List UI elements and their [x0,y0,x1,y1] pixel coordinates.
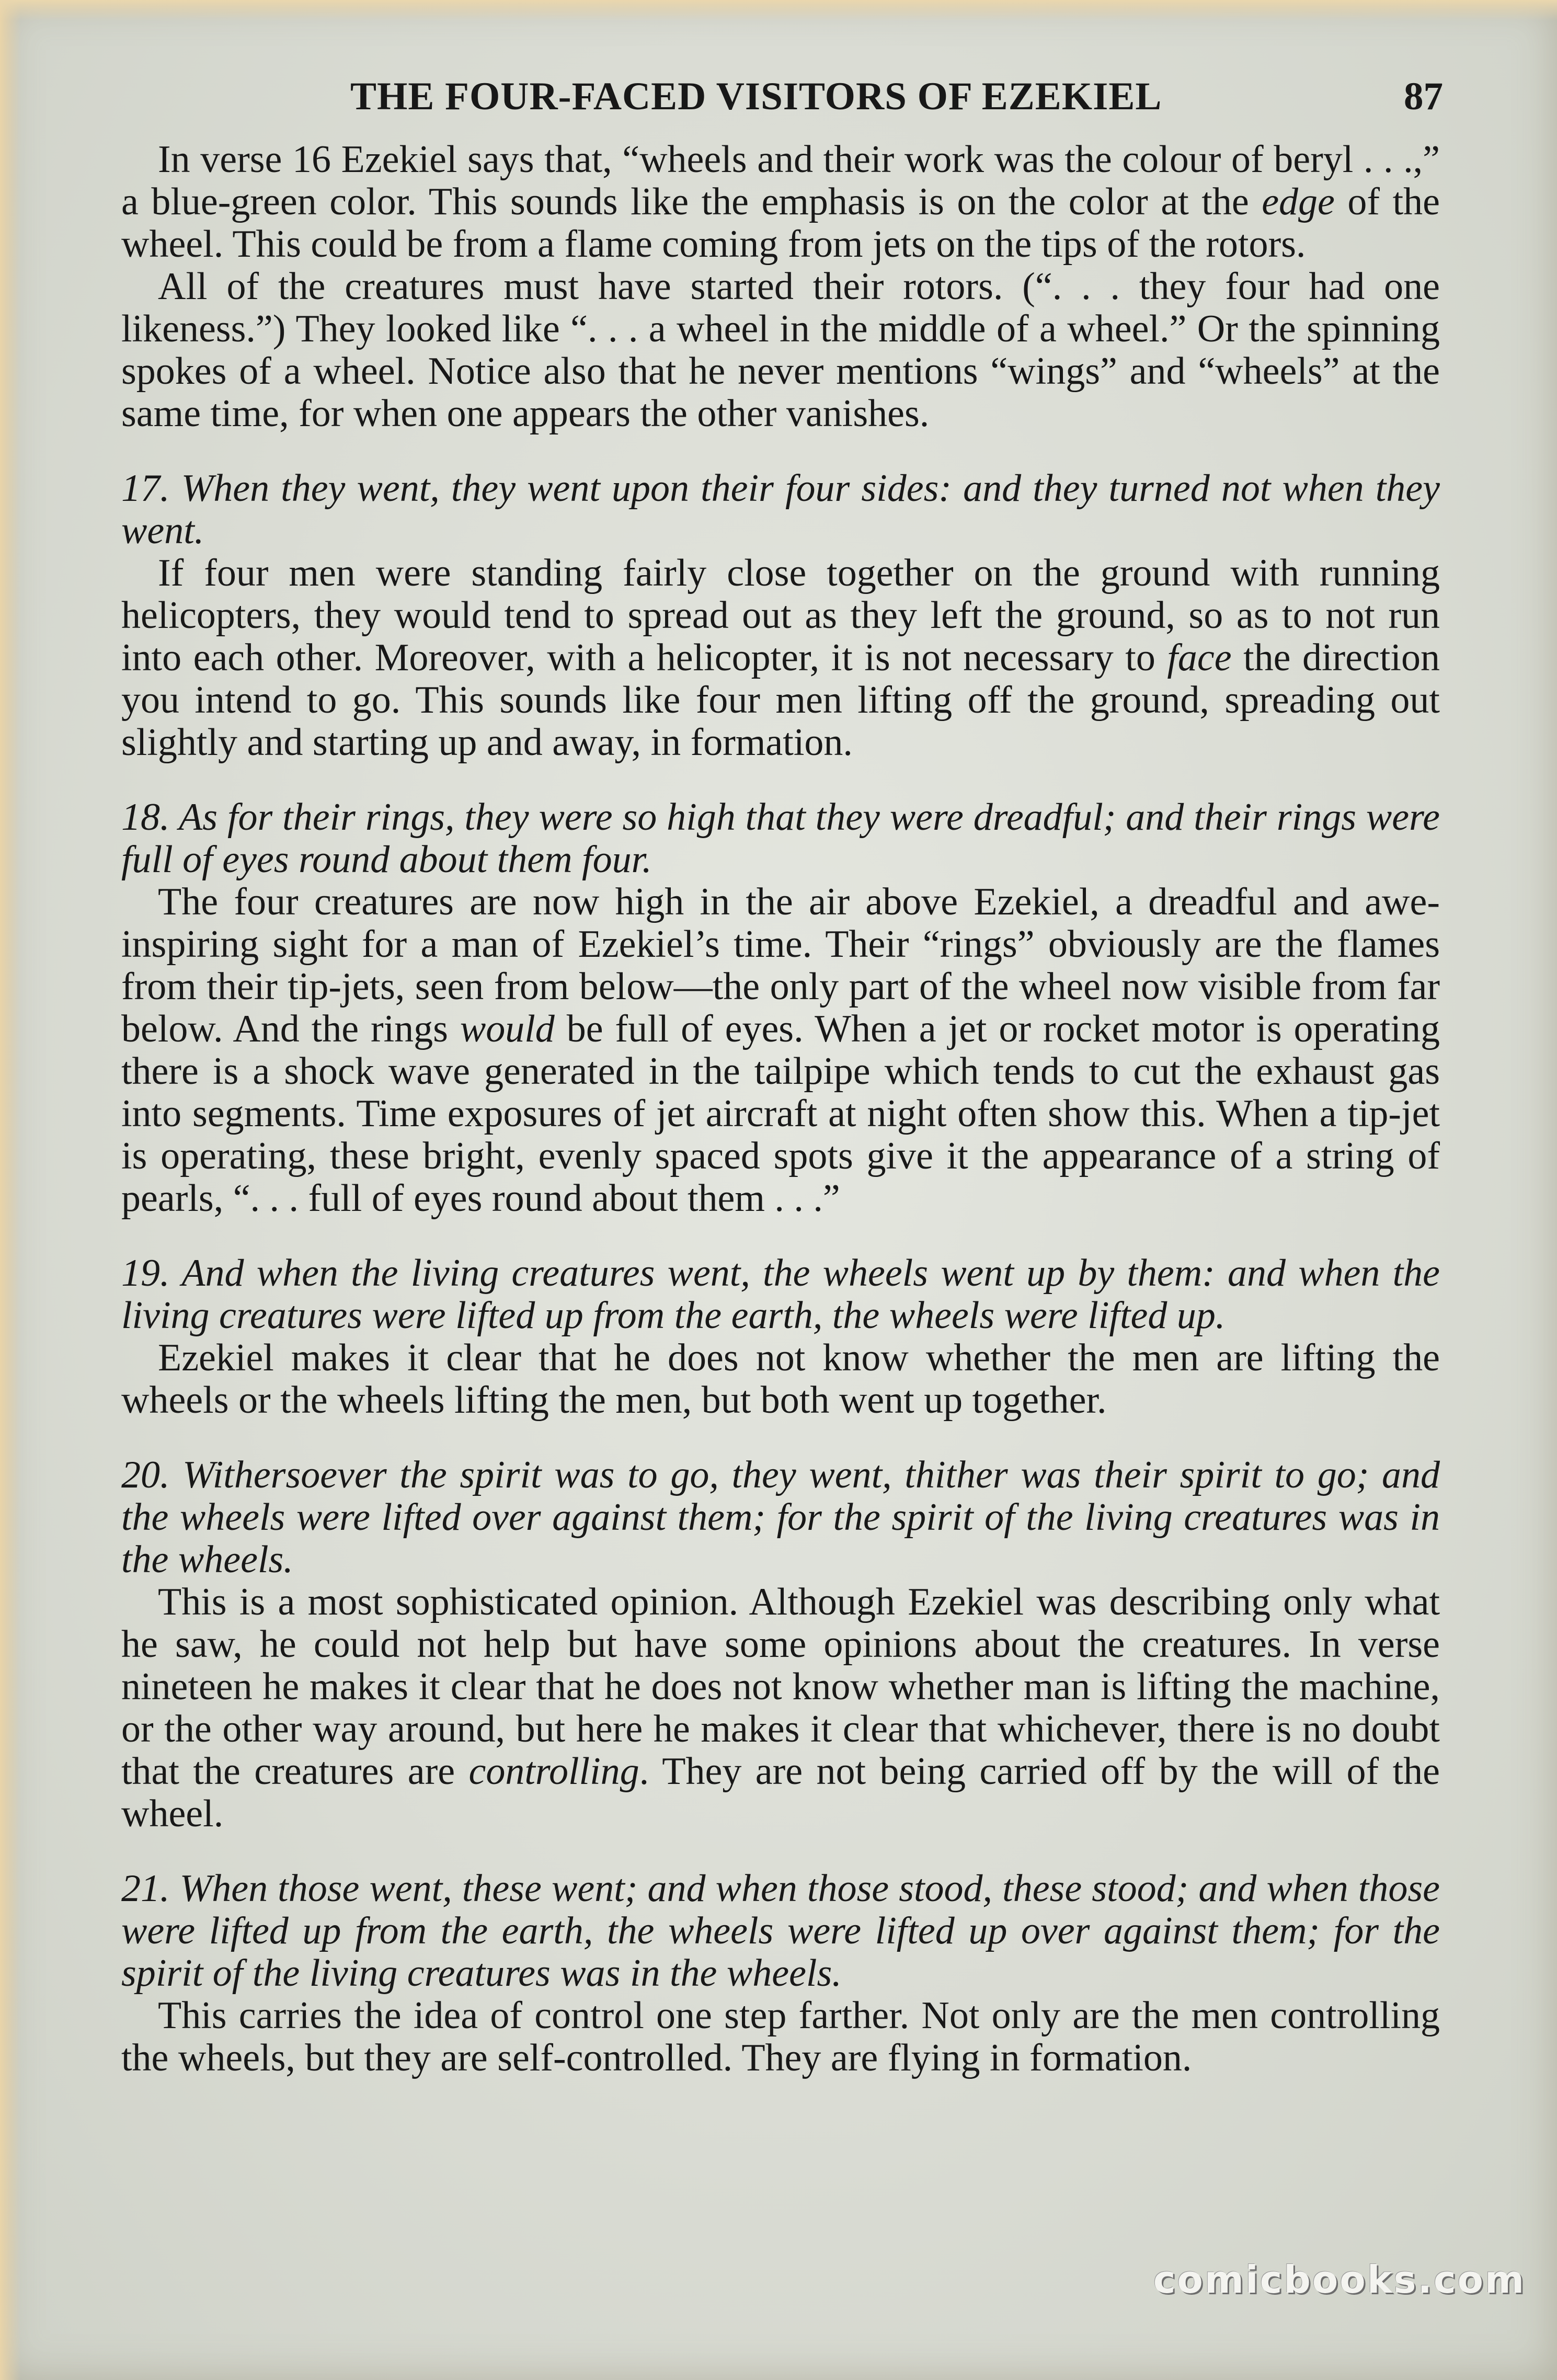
emphasized-word: controlling [468,1750,639,1793]
watermark: comicbooks.com [1153,2258,1526,2302]
paragraph-text: of the wheel. This could be from a flame coming from jets on the tips of the rotors. [121,180,1440,266]
commentary-paragraph [121,552,1440,764]
paragraph-text: This carries the idea of control one step farther. Not only are the men controlling the wheels, but they are self-controlled. They are flying in formation. [121,1994,1440,2079]
verse-quote: 19. And when the living creatures went, the wheels went up by them: and when the living creatures were lifted up from the earth, the wheels were lifted up. [121,1252,1440,1337]
commentary-paragraph [121,1581,1440,1835]
page-number: 87 [1404,75,1443,118]
verse-section [121,796,1440,1220]
commentary-paragraph [121,881,1440,1220]
commentary-paragraph [121,1337,1440,1422]
page-edge-left [0,0,21,2380]
emphasized-word: edge [1262,180,1335,223]
paragraph-text: The four creatures are now high in the air above Ezekiel, a dreadful and awe-inspiring sight for a man of Ezekiel’s time. Their “rings” obviously are the flames from their tip-jets, seen from below—the only part of the wheel now visible from far below. And the rings [121,880,1440,1050]
paragraph-text: This is a most sophisticated opinion. Although Ezekiel was describing only what he saw, he could not help but have some opinions about the creatures. In verse nineteen he makes it clear that he does not know whether man is lifting the machine, or the other way around, but here he makes it clear that whichever, there is no doubt that the creatures are [121,1581,1440,1793]
verse-section [121,1252,1440,1422]
emphasized-word: face [1167,636,1232,679]
verse-section [121,467,1440,764]
verse-section [121,1454,1440,1835]
paragraph-text: the direction you intend to go. This sounds like four men lifting off the ground, spreading out slightly and starting up and away, in formation. [121,636,1440,764]
running-header [120,74,1443,132]
verse-quote: 21. When those went, these went; and when those stood, these stood; and when those were lifted up from the earth, the wheels were lifted up over against them; for the spirit of the living creatures was in the wheels. [121,1867,1440,1995]
paragraph-text: In verse 16 Ezekiel says that, “wheels and their work was the colour of beryl . . .,” a blue-green color. This sounds like the emphasis is on the color at the [121,138,1440,223]
verse-quote: 17. When they went, they went upon their four sides: and they turned not when they went. [121,467,1440,552]
emphasized-word: would [460,1008,555,1050]
paragraph-text: be full of eyes. When a jet or rocket motor is operating there is a shock wave generated in the tailpipe which tends to cut the exhaust gas into segments. Time exposures of jet aircraft at night often show this. When a tip-jet is operating, these bright, evenly spaced spots give it the appearance of a string of pearls, “. . . full of eyes round about them . . .” [121,1008,1440,1220]
paragraph-text: Ezekiel makes it clear that he does not know whether the men are lifting the wheels or the wheels lifting the men, but both went up together. [121,1336,1440,1422]
paragraph-text: All of the creatures must have started their rotors. (“. . . they four had one likeness.”) They looked like “. . . a wheel in the middle of a wheel.” Or the spinning spokes of a wheel. Notice also that he never mentions “wings” and “wheels” at the same time, for when one appears the other vanishes. [121,265,1440,435]
paragraph-text: If four men were standing fairly close together on the ground with running helicopters, they would tend to spread out as they left the ground, so as to not run into each other. Moreover, with a helicopter, it is not necessary to [121,552,1440,679]
commentary-paragraph [121,139,1440,266]
paragraph-text: . They are not being carried off by the will of the wheel. [121,1750,1440,1835]
commentary-paragraph [121,1995,1440,2079]
commentary-paragraph [121,266,1440,435]
verse-section [121,139,1440,435]
verse-quote: 18. As for their rings, they were so high that they were dreadful; and their rings were full of eyes round about them four. [121,796,1440,881]
verse-section [121,1868,1440,2079]
page-edge-top [0,0,1557,21]
page-body [121,139,1440,2112]
running-title: THE FOUR-FACED VISITORS OF EZEKIEL [350,75,1162,118]
verse-quote: 20. Withersoever the spirit was to go, they went, thither was their spirit to go; and the wheels were lifted over against them; for the spirit of the living creatures was in the wheels. [121,1454,1440,1581]
